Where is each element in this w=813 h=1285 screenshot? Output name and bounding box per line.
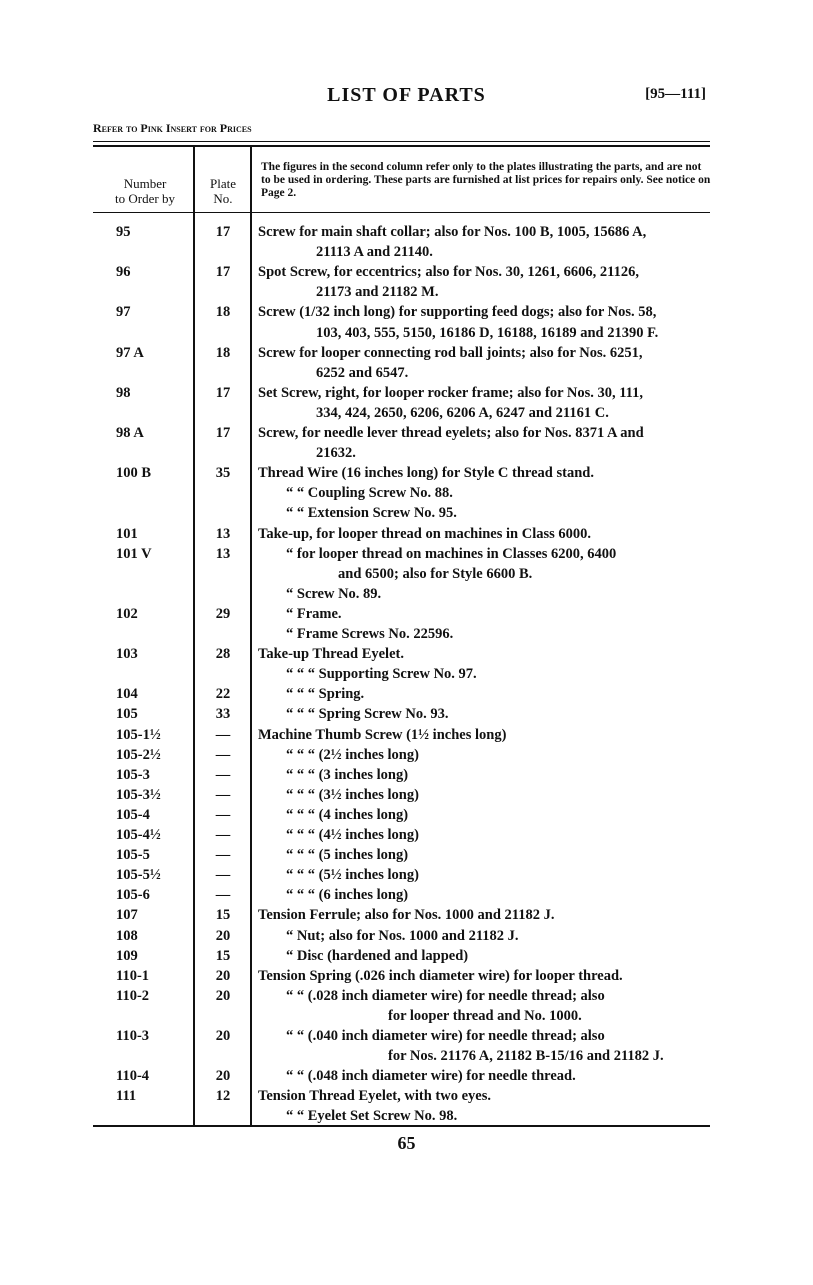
part-description: “ “ (.028 inch diameter wire) for needle thread; also xyxy=(286,988,605,1004)
column-divider-2 xyxy=(250,147,252,1125)
part-number: 107 xyxy=(116,907,138,923)
plate-header-line1: Plate xyxy=(210,176,236,191)
part-description: 103, 403, 555, 5150, 16186 D, 16188, 16189 and 21390 F. xyxy=(316,325,659,341)
plate-number: 15 xyxy=(215,907,231,923)
part-description: “ Disc (hardened and lapped) xyxy=(286,948,469,964)
part-number: 100 B xyxy=(116,465,152,481)
part-number: 96 xyxy=(116,264,131,280)
part-description: “ “ Eyelet Set Screw No. 98. xyxy=(286,1108,458,1124)
part-number: 95 xyxy=(116,224,131,240)
part-description: Screw, for needle lever thread eyelets; also for Nos. 8371 A and xyxy=(258,425,644,441)
number-column-header xyxy=(97,176,193,206)
part-number: 109 xyxy=(116,948,138,964)
number-header-line2: to Order by xyxy=(115,191,175,206)
part-number: 108 xyxy=(116,928,138,944)
plate-number: 13 xyxy=(215,546,231,562)
part-number: 105-1½ xyxy=(116,727,161,743)
part-description: for looper thread and No. 1000. xyxy=(388,1008,582,1024)
top-rule-thin xyxy=(93,141,710,142)
plate-number: — xyxy=(215,747,231,763)
part-number: 97 A xyxy=(116,345,144,361)
part-number: 105-2½ xyxy=(116,747,161,763)
part-description: “ “ “ (6 inches long) xyxy=(286,887,409,903)
part-description: “ “ “ (5½ inches long) xyxy=(286,867,419,883)
part-number: 105-5 xyxy=(116,847,150,863)
part-description: “ Screw No. 89. xyxy=(286,586,382,602)
part-description: Screw (1/32 inch long) for supporting feed dogs; also for Nos. 58, xyxy=(258,304,657,320)
part-description: 21632. xyxy=(316,445,356,461)
part-description: “ for looper thread on machines in Classes 6200, 6400 xyxy=(286,546,617,562)
part-description: for Nos. 21176 A, 21182 B-15/16 and 21182 J. xyxy=(388,1048,664,1064)
part-number: 101 xyxy=(116,526,138,542)
plate-number: 13 xyxy=(215,526,231,542)
plate-number: 17 xyxy=(215,224,231,240)
part-description: “ “ “ (2½ inches long) xyxy=(286,747,419,763)
part-description: “ “ Coupling Screw No. 88. xyxy=(286,485,453,501)
part-description: 334, 424, 2650, 6206, 6206 A, 6247 and 21161 C. xyxy=(316,405,609,421)
part-description: Take-up, for looper thread on machines in Class 6000. xyxy=(258,526,592,542)
part-number: 105-6 xyxy=(116,887,150,903)
plate-number: — xyxy=(215,767,231,783)
part-description: “ “ “ (4½ inches long) xyxy=(286,827,419,843)
part-description: Screw for main shaft collar; also for Nos. 100 B, 1005, 15686 A, xyxy=(258,224,647,240)
plate-number: 20 xyxy=(215,928,231,944)
plate-number: 33 xyxy=(215,706,231,722)
part-number: 111 xyxy=(116,1088,137,1104)
part-number: 110-3 xyxy=(116,1028,150,1044)
part-number: 105-3 xyxy=(116,767,150,783)
part-number: 104 xyxy=(116,686,138,702)
part-description: “ “ “ (3 inches long) xyxy=(286,767,409,783)
part-description: “ “ “ (3½ inches long) xyxy=(286,787,419,803)
plate-number: — xyxy=(215,807,231,823)
plate-number: — xyxy=(215,827,231,843)
plate-number: 20 xyxy=(215,988,231,1004)
part-number: 98 xyxy=(116,385,131,401)
part-number: 103 xyxy=(116,646,138,662)
part-description: “ “ “ (4 inches long) xyxy=(286,807,409,823)
plate-column-header xyxy=(196,176,250,206)
top-rule-thick xyxy=(93,145,710,147)
plate-number: — xyxy=(215,787,231,803)
header-rule xyxy=(93,212,710,213)
part-description: “ Frame. xyxy=(286,606,342,622)
part-description: “ Frame Screws No. 22596. xyxy=(286,626,454,642)
page-number: 65 xyxy=(397,1133,416,1153)
plate-number: 22 xyxy=(215,686,231,702)
part-number: 105-4 xyxy=(116,807,150,823)
bottom-rule xyxy=(93,1125,710,1127)
part-description: Set Screw, right, for looper rocker frame; also for Nos. 30, 111, xyxy=(258,385,644,401)
part-number: 101 V xyxy=(116,546,152,562)
page-range: [95—111] xyxy=(645,86,706,102)
part-number: 110-2 xyxy=(116,988,150,1004)
part-description: 21173 and 21182 M. xyxy=(316,284,439,300)
part-description: “ “ “ Supporting Screw No. 97. xyxy=(286,666,477,682)
part-description: Machine Thumb Screw (1½ inches long) xyxy=(258,727,507,743)
part-description: 21113 A and 21140. xyxy=(316,244,433,260)
part-number: 102 xyxy=(116,606,138,622)
part-description: 6252 and 6547. xyxy=(316,365,409,381)
part-number: 97 xyxy=(116,304,131,320)
part-number: 105-5½ xyxy=(116,867,161,883)
plate-number: 18 xyxy=(215,345,231,361)
number-header-line1: Number xyxy=(123,176,167,191)
part-description: Tension Ferrule; also for Nos. 1000 and 21182 J. xyxy=(258,907,555,923)
plate-number: — xyxy=(215,847,231,863)
part-number: 105 xyxy=(116,706,138,722)
part-number: 105-4½ xyxy=(116,827,161,843)
plate-number: 20 xyxy=(215,968,231,984)
plate-header-line2: No. xyxy=(213,191,233,206)
plate-number: 17 xyxy=(215,425,231,441)
part-description: “ “ (.048 inch diameter wire) for needle thread. xyxy=(286,1068,576,1084)
part-description: Take-up Thread Eyelet. xyxy=(258,646,404,662)
plate-number: — xyxy=(215,867,231,883)
part-description: “ “ (.040 inch diameter wire) for needle thread; also xyxy=(286,1028,605,1044)
part-description: and 6500; also for Style 6600 B. xyxy=(338,566,533,582)
plate-number: 17 xyxy=(215,264,231,280)
plate-number: 28 xyxy=(215,646,231,662)
part-description: “ “ “ Spring Screw No. 93. xyxy=(286,706,449,722)
part-description: Thread Wire (16 inches long) for Style C thread stand. xyxy=(258,465,594,481)
header-note: The figures in the second column refer only to the plates illustrating the parts, and are not to be used in ordering. These parts are furnished at list prices for repairs only. See notice on Page 2. xyxy=(261,161,711,199)
part-number: 110-4 xyxy=(116,1068,150,1084)
plate-number: 29 xyxy=(215,606,231,622)
part-description: “ Nut; also for Nos. 1000 and 21182 J. xyxy=(286,928,519,944)
plate-number: 20 xyxy=(215,1028,231,1044)
plate-number: 12 xyxy=(215,1088,231,1104)
part-description: “ “ “ (5 inches long) xyxy=(286,847,409,863)
part-description: “ “ Extension Screw No. 95. xyxy=(286,505,457,521)
plate-number: 35 xyxy=(215,465,231,481)
refer-note: Refer to Pink Insert for Prices xyxy=(93,121,252,135)
plate-number: — xyxy=(215,887,231,903)
part-description: Tension Thread Eyelet, with two eyes. xyxy=(258,1088,491,1104)
column-divider-1 xyxy=(193,147,195,1125)
plate-number: 17 xyxy=(215,385,231,401)
page-title: LIST OF PARTS xyxy=(327,84,486,106)
part-description: Tension Spring (.026 inch diameter wire) for looper thread. xyxy=(258,968,623,984)
part-description: Spot Screw, for eccentrics; also for Nos. 30, 1261, 6606, 21126, xyxy=(258,264,639,280)
plate-number: — xyxy=(215,727,231,743)
plate-number: 15 xyxy=(215,948,231,964)
part-description: Screw for looper connecting rod ball joints; also for Nos. 6251, xyxy=(258,345,643,361)
part-number: 110-1 xyxy=(116,968,150,984)
part-description: “ “ “ Spring. xyxy=(286,686,365,702)
part-number: 105-3½ xyxy=(116,787,161,803)
plate-number: 20 xyxy=(215,1068,231,1084)
part-number: 98 A xyxy=(116,425,144,441)
plate-number: 18 xyxy=(215,304,231,320)
